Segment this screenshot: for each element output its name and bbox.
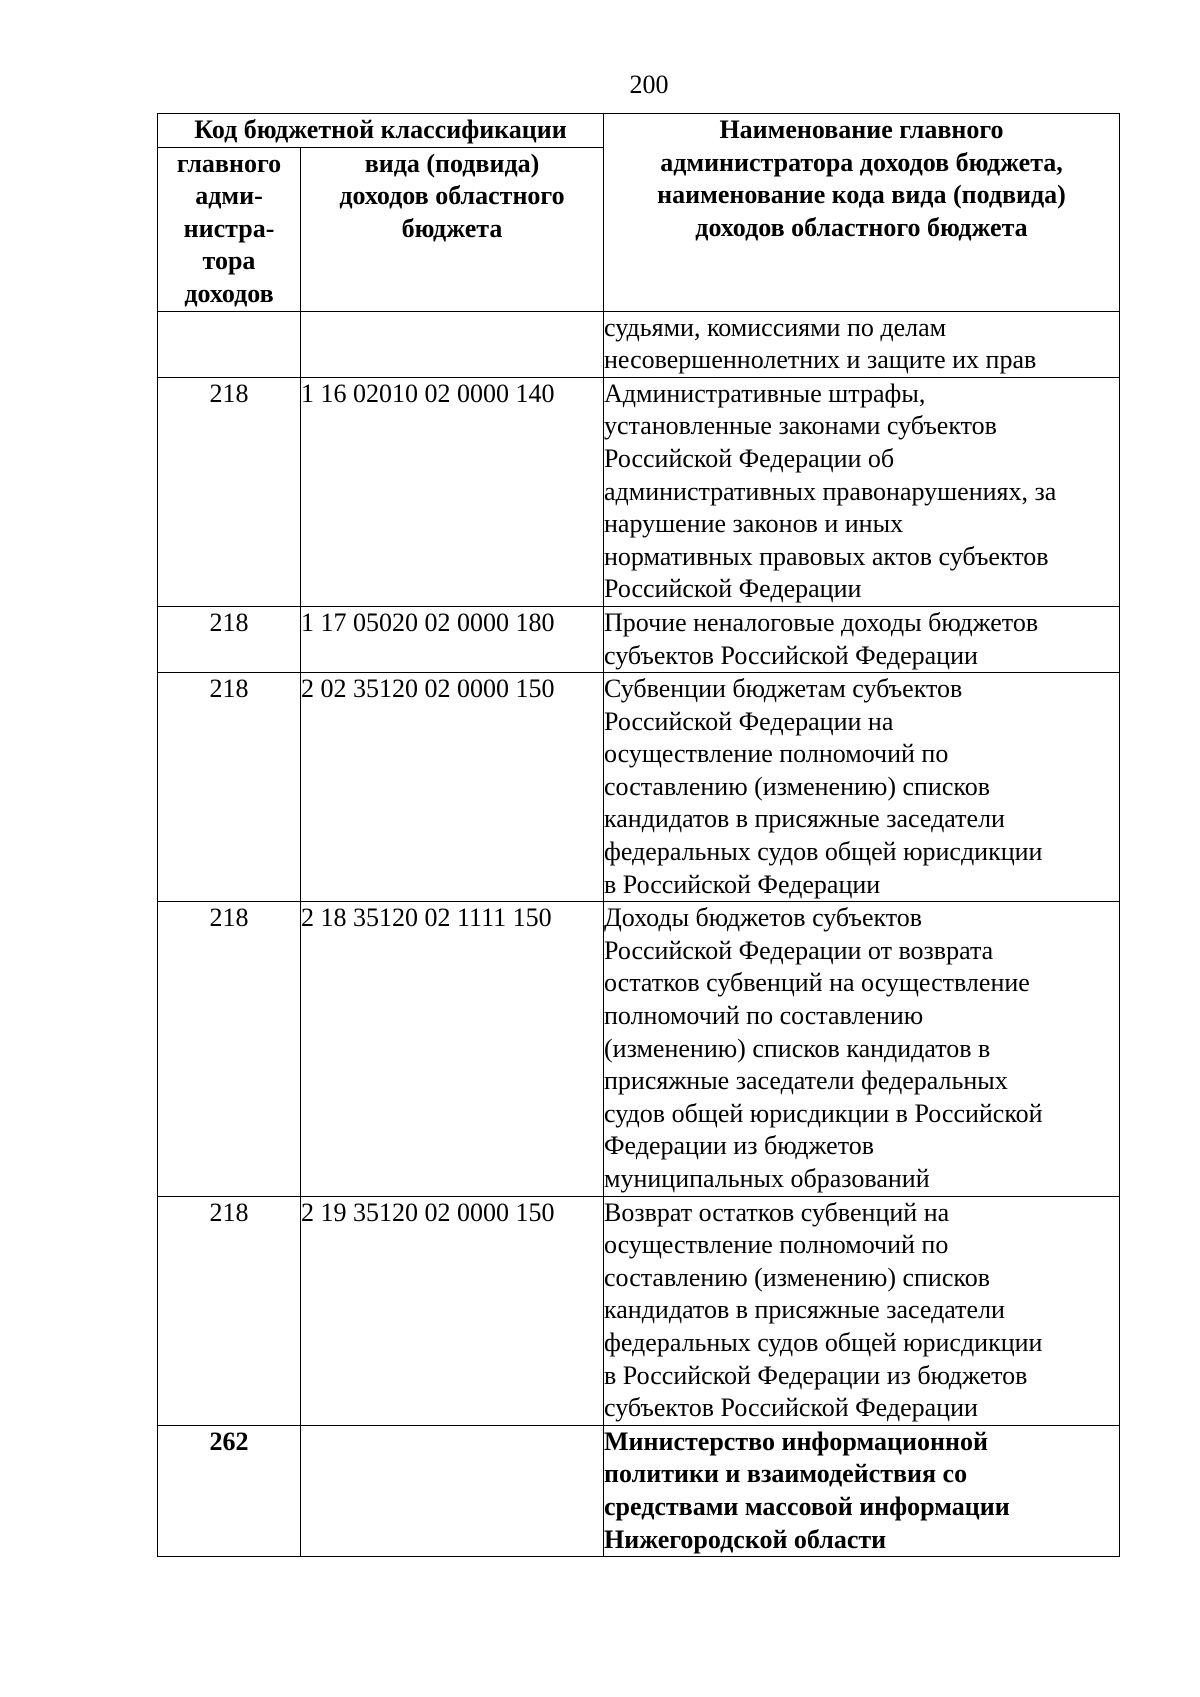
text-line: нистра- — [183, 213, 275, 243]
text-line: Российской Федерации — [604, 574, 862, 604]
table-row — [158, 673, 1120, 902]
table-row — [158, 1425, 1120, 1556]
header-name-column — [604, 114, 1120, 312]
income-name-cell — [604, 1425, 1120, 1556]
text-line: федеральных судов общей юрисдикции — [604, 837, 1043, 867]
admin-code-cell: 218 — [158, 902, 301, 1196]
text-line: средствами массовой информации — [604, 1491, 1010, 1521]
text-line: (изменению) списков кандидатов в — [604, 1033, 991, 1063]
text-line: в Российской Федерации из бюджетов — [604, 1360, 1028, 1390]
text-line: Министерство информационной — [604, 1426, 988, 1456]
text-line: Субвенции бюджетам субъектов — [604, 674, 963, 704]
text-line: бюджета — [401, 213, 503, 243]
text-line: кандидатов в присяжные заседатели — [604, 804, 1005, 834]
text-line: установленные законами субъектов — [604, 411, 997, 441]
text-line: в Российской Федерации — [604, 869, 881, 899]
text-line: доходов областного бюджета — [695, 212, 1028, 242]
income-name-cell — [604, 673, 1120, 902]
income-kind-code-cell — [301, 311, 604, 377]
income-name-cell — [604, 1196, 1120, 1425]
text-line: осуществление полномочий по — [604, 739, 949, 769]
text-line: доходов областного — [339, 181, 565, 211]
text-line: муниципальных образований — [604, 1164, 930, 1193]
text-line: кандидатов в присяжные заседатели — [604, 1295, 1005, 1325]
text-line: субъектов Российской Федерации — [604, 1393, 978, 1423]
admin-code-cell: 218 — [158, 377, 301, 606]
admin-code-cell: 218 — [158, 606, 301, 672]
budget-classification-table — [157, 113, 1120, 1557]
admin-code-cell: 262 — [158, 1425, 301, 1556]
text-line: Наименование главного — [719, 115, 1004, 144]
text-line: составлению (изменению) списков — [604, 1262, 990, 1292]
text-line: нарушение законов и иных — [604, 509, 904, 539]
income-kind-code-cell: 2 02 35120 02 0000 150 — [301, 673, 604, 902]
text-line: федеральных судов общей юрисдикции — [604, 1327, 1043, 1357]
income-kind-code-cell: 1 17 05020 02 0000 180 — [301, 606, 604, 672]
text-line: полномочий по составлению — [604, 1001, 924, 1031]
table-row — [158, 606, 1120, 672]
text-line: Федерации из бюджетов — [604, 1131, 874, 1161]
text-line: адми- — [195, 181, 263, 211]
table-row — [158, 902, 1120, 1196]
text-line: остатков субвенций на осуществление — [604, 968, 1030, 998]
text-line: Российской Федерации от возврата — [604, 935, 994, 965]
text-line: политики и взаимодействия со — [604, 1459, 968, 1489]
text-line: Доходы бюджетов субъектов — [604, 903, 923, 933]
table-body — [158, 311, 1120, 1557]
text-line: Российской Федерации об — [604, 443, 895, 473]
income-name-cell — [604, 902, 1120, 1196]
header-budget-code-group: Код бюджетной классификации — [158, 114, 604, 148]
text-line: вида (подвида) — [364, 148, 540, 178]
text-line: доходов — [184, 278, 274, 308]
text-line: тора — [202, 246, 256, 276]
income-name-cell — [604, 311, 1120, 377]
text-line: судьями, комиссиями по делам — [604, 312, 947, 342]
text-line: административных правонарушениях, за — [604, 476, 1057, 506]
table-row — [158, 1196, 1120, 1425]
table-row — [158, 311, 1120, 377]
text-line: Российской Федерации на — [604, 706, 894, 736]
table-row — [158, 377, 1120, 606]
header-admin-column — [158, 147, 301, 311]
page-number: 200 — [629, 70, 669, 99]
text-line: составлению (изменению) списков — [604, 771, 990, 801]
text-line: Нижегородской области — [604, 1524, 887, 1554]
text-line: субъектов Российской Федерации — [604, 640, 978, 670]
admin-code-cell — [158, 311, 301, 377]
admin-code-cell: 218 — [158, 673, 301, 902]
text-line: осуществление полномочий по — [604, 1230, 949, 1260]
text-line: несовершеннолетних и защите их прав — [604, 345, 1037, 375]
text-line: наименование кода вида (подвида) — [657, 180, 1066, 210]
text-line: нормативных правовых актов субъектов — [604, 541, 1049, 571]
admin-code-cell: 218 — [158, 1196, 301, 1425]
income-kind-code-cell — [301, 1425, 604, 1556]
income-kind-code-cell: 1 16 02010 02 0000 140 — [301, 377, 604, 606]
text-line: Административные штрафы, — [604, 378, 926, 408]
text-line: Прочие неналоговые доходы бюджетов — [604, 607, 1039, 637]
income-name-cell — [604, 377, 1120, 606]
income-name-cell — [604, 606, 1120, 672]
text-line: Возврат остатков субвенций на — [604, 1197, 950, 1227]
text-line: присяжные заседатели федеральных — [604, 1066, 1008, 1096]
text-line: судов общей юрисдикции в Российской — [604, 1098, 1043, 1128]
text-line: главного — [176, 148, 282, 178]
header-kind-column — [301, 147, 604, 311]
text-line: администратора доходов бюджета, — [660, 147, 1063, 177]
income-kind-code-cell: 2 18 35120 02 1111 150 — [301, 902, 604, 1196]
income-kind-code-cell: 2 19 35120 02 0000 150 — [301, 1196, 604, 1425]
